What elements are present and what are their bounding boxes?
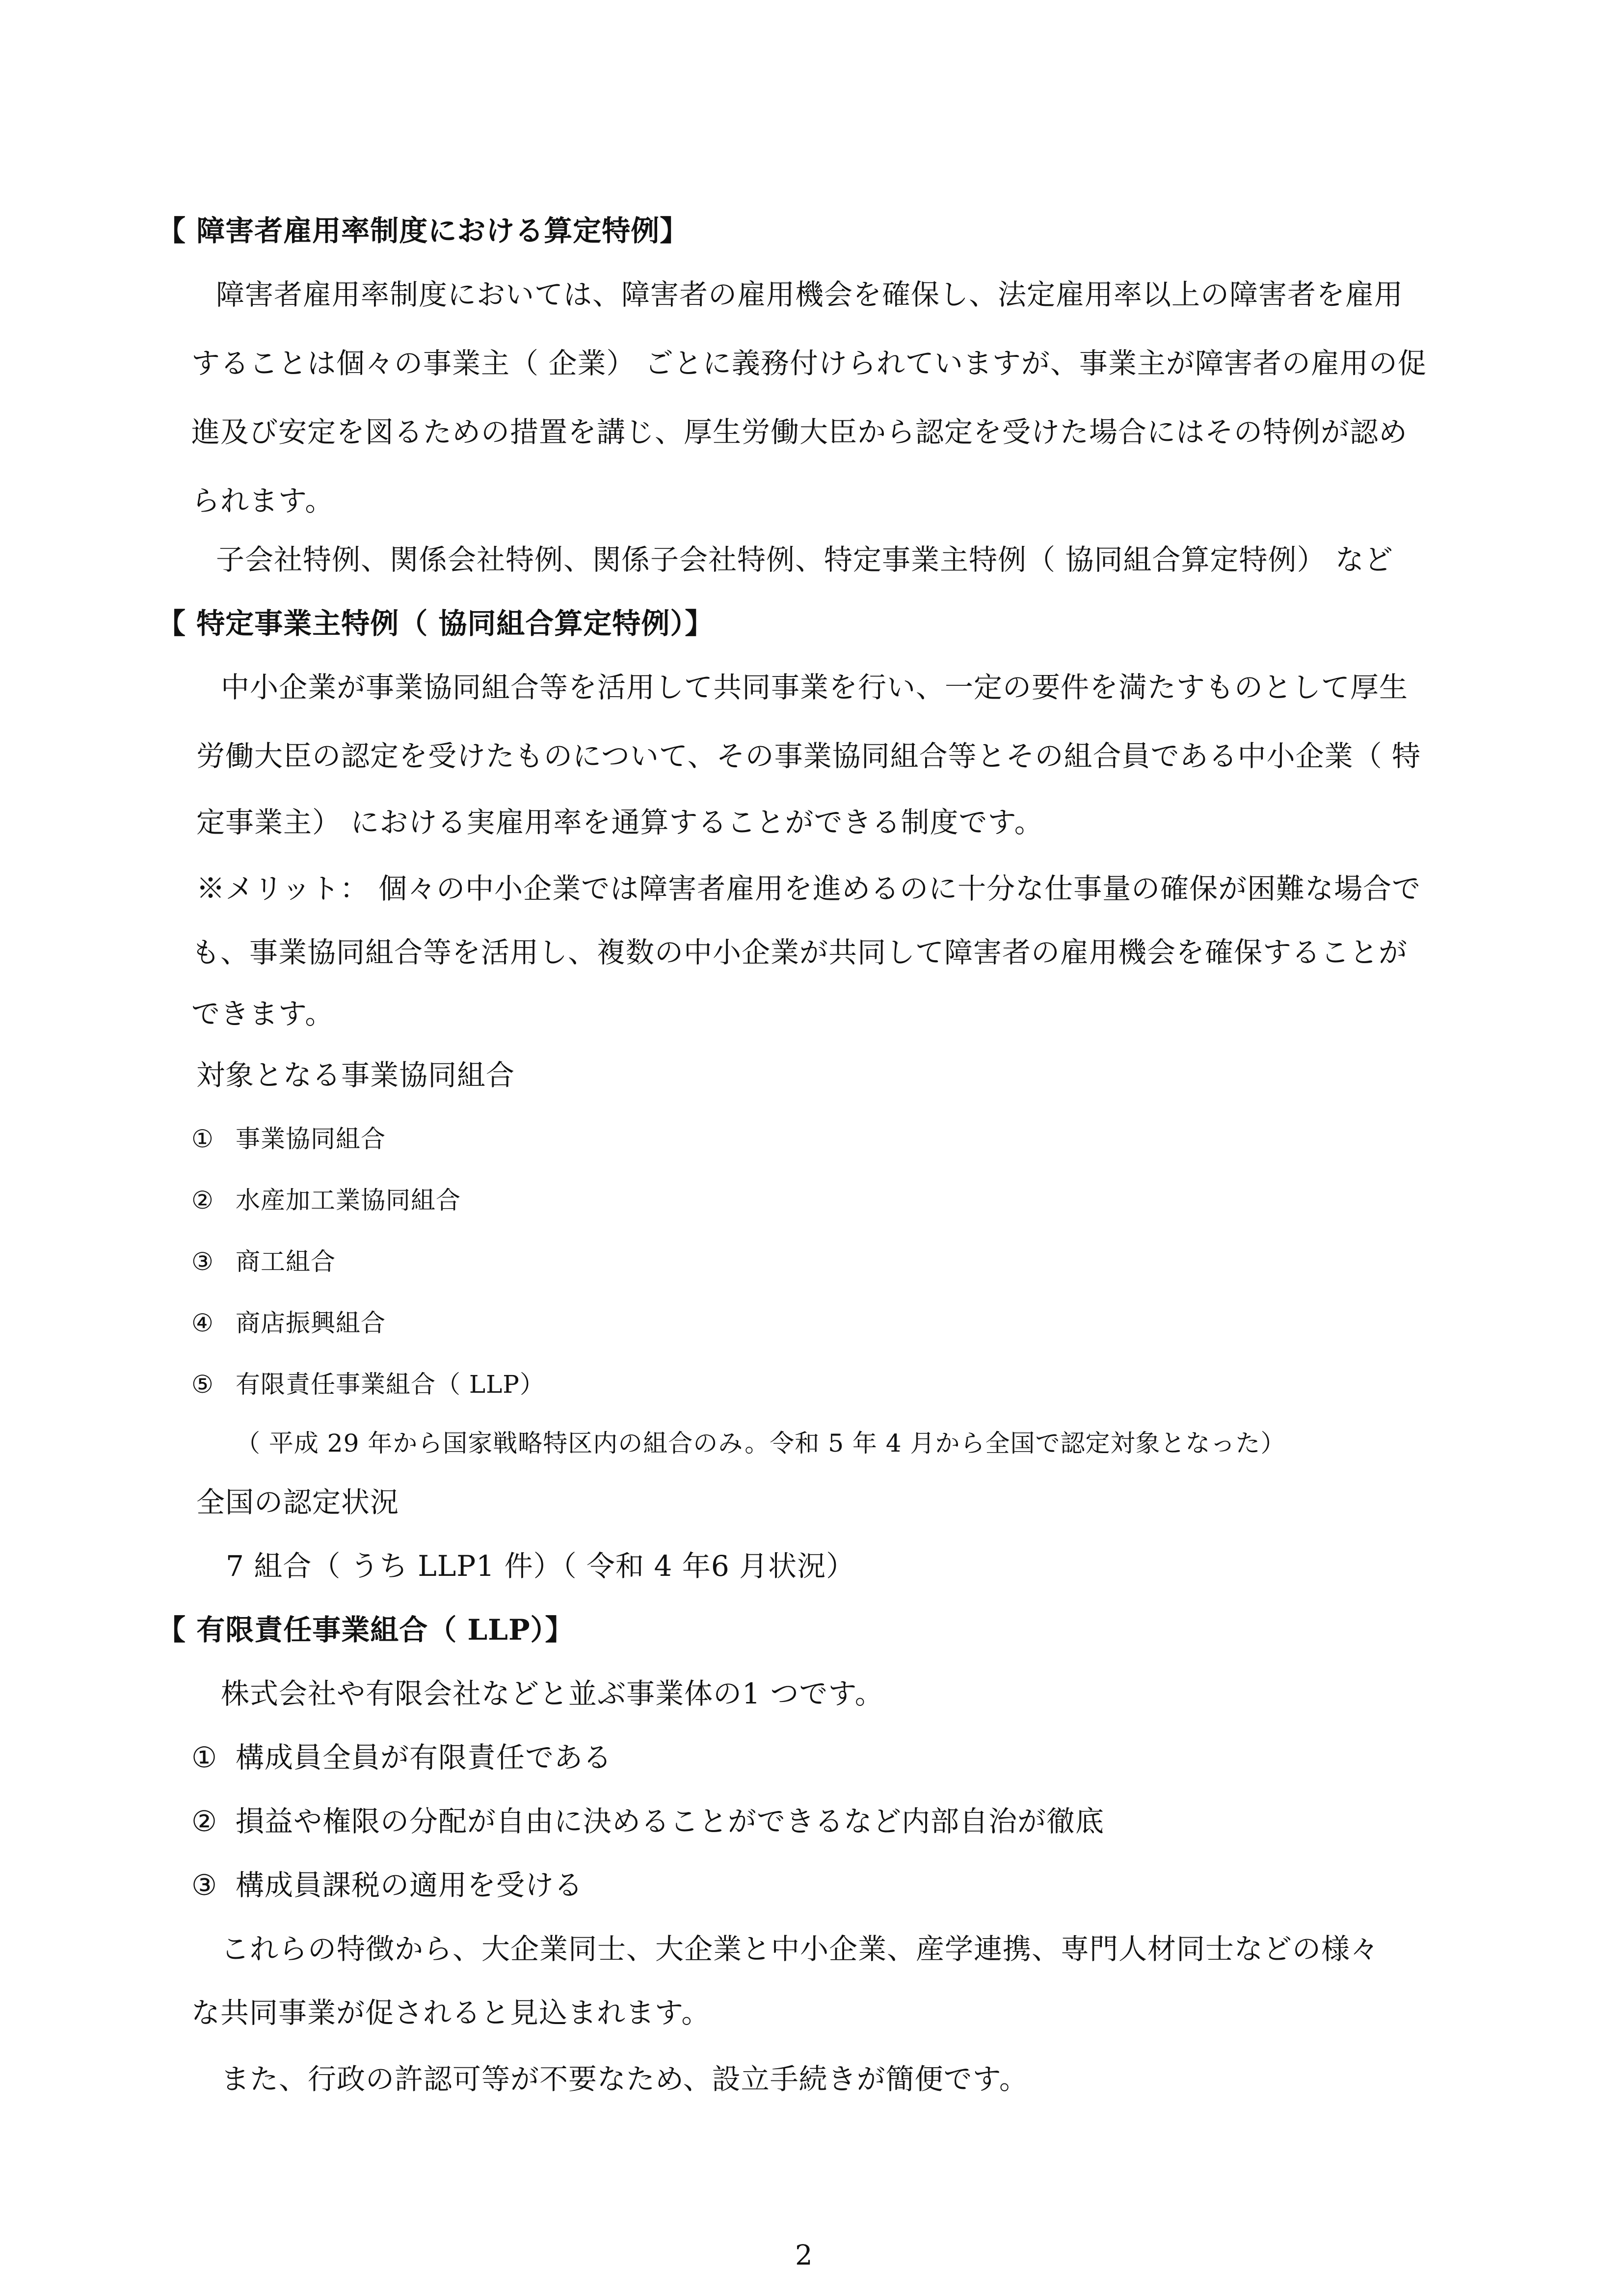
merit-line: も、事業協同組合等を活用し、複数の中小企業が共同して障害者の雇用機会を確保することが bbox=[191, 936, 1408, 969]
note-line: （ 平成 29 年から国家戦略特区内の組合のみ。令和 5 年 4 月から全国で認定対象となった） bbox=[236, 1429, 1286, 1458]
list-number: ③ bbox=[191, 1247, 214, 1276]
list-text: 商店振興組合 bbox=[236, 1309, 386, 1337]
list-number: ② bbox=[191, 1186, 214, 1215]
list-text: 構成員全員が有限責任である bbox=[236, 1741, 612, 1774]
paragraph-line: 株式会社や有限会社などと並ぶ事業体の1 つです。 bbox=[221, 1677, 884, 1710]
paragraph-line: 労働大臣の認定を受けたものについて、その事業協同組合等とその組合員である中小企業（ 特 bbox=[196, 739, 1421, 773]
merit-line: ※メリット： 個々の中小企業では障害者雇用を進めるのに十分な仕事量の確保が困難な場合で bbox=[196, 872, 1421, 905]
list-number: ③ bbox=[191, 1868, 217, 1902]
paragraph-line: 進及び安定を図るための措置を講じ、厚生労働大臣から認定を受けた場合にはその特例が認め bbox=[191, 415, 1408, 449]
paragraph-line: られます。 bbox=[191, 484, 334, 517]
section-heading-llp: 【 有限責任事業組合（ LLP）】 bbox=[157, 1613, 574, 1647]
list-text: 事業協同組合 bbox=[236, 1125, 386, 1153]
paragraph-line: 定事業主） における実雇用率を通算することができる制度です。 bbox=[196, 806, 1043, 839]
paragraph-line: な共同事業が促されると見込まれます。 bbox=[191, 1996, 711, 2029]
list-text: 損益や権限の分配が自由に決めることができるなど内部自治が徹底 bbox=[236, 1805, 1105, 1838]
list-item bbox=[191, 1306, 386, 1340]
list-text: 水産加工業協同組合 bbox=[236, 1186, 461, 1215]
merit-line: できます。 bbox=[191, 997, 334, 1030]
paragraph-line: することは個々の事業主（ 企業） ごとに義務付けられていますが、事業主が障害者の雇用の促 bbox=[191, 347, 1427, 380]
list-number: ① bbox=[191, 1741, 217, 1774]
list-number: ⑤ bbox=[191, 1370, 214, 1399]
list-item bbox=[191, 1802, 1104, 1841]
list-item bbox=[191, 1865, 583, 1905]
target-heading: 対象となる事業協同組合 bbox=[196, 1058, 515, 1092]
paragraph-line: 中小企業が事業協同組合等を活用して共同事業を行い、一定の要件を満たすものとして厚生 bbox=[221, 671, 1409, 704]
list-text: 有限責任事業組合（ LLP） bbox=[236, 1370, 545, 1399]
paragraph-line: 子会社特例、関係会社特例、関係子会社特例、特定事業主特例（ 協同組合算定特例） など bbox=[216, 543, 1393, 576]
list-number: ④ bbox=[191, 1309, 214, 1337]
paragraph-line: また、行政の許認可等が不要なため、設立手続きが簡便です。 bbox=[221, 2062, 1029, 2096]
list-text: 商工組合 bbox=[236, 1247, 336, 1276]
list-item bbox=[191, 1367, 545, 1402]
list-item bbox=[191, 1183, 461, 1217]
list-item bbox=[191, 1122, 386, 1156]
list-number: ② bbox=[191, 1805, 217, 1838]
paragraph-line: 障害者雇用率制度においては、障害者の雇用機会を確保し、法定雇用率以上の障害者を雇用 bbox=[216, 278, 1404, 311]
list-number: ① bbox=[191, 1125, 214, 1153]
section-heading-employment-rate: 【 障害者雇用率制度における算定特例】 bbox=[157, 214, 689, 247]
paragraph-line: これらの特徴から、大企業同士、大企業と中小企業、産学連携、専門人材同士などの様々 bbox=[221, 1932, 1380, 1966]
list-item bbox=[191, 1244, 336, 1279]
status-heading: 全国の認定状況 bbox=[196, 1486, 399, 1519]
list-text: 構成員課税の適用を受ける bbox=[236, 1868, 584, 1902]
status-line: 7 組合（ うち LLP1 件）（ 令和 4 年6 月状況） bbox=[226, 1549, 855, 1583]
list-item bbox=[191, 1738, 612, 1777]
page-number: 2 bbox=[795, 2240, 813, 2271]
section-heading-specific-employer: 【 特定事業主特例（ 協同組合算定特例）】 bbox=[157, 607, 714, 640]
